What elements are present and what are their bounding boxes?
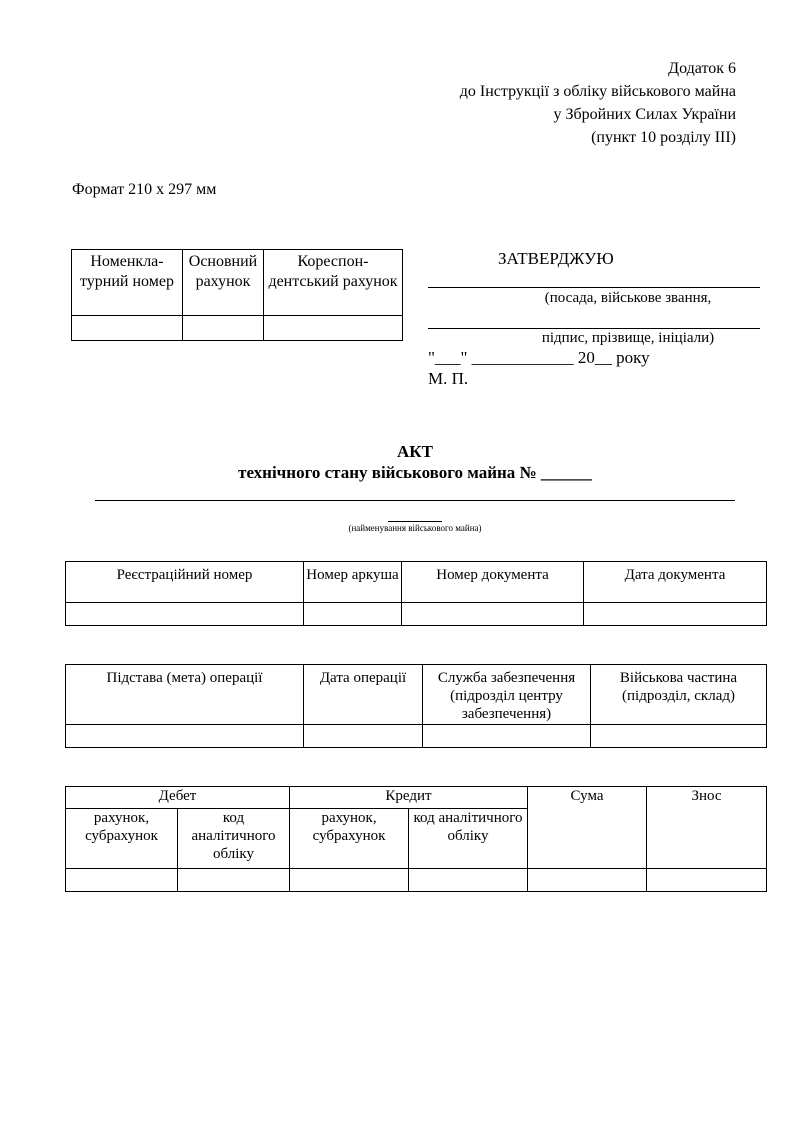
debit-header: Дебет <box>66 787 290 809</box>
property-name-short-line <box>388 521 442 522</box>
position-line[interactable] <box>428 287 760 288</box>
appendix-line: Додаток 6 <box>668 60 736 77</box>
debit-account-cell[interactable] <box>66 869 178 892</box>
operation-basis-cell[interactable] <box>66 725 304 748</box>
main-account-header: Основний рахунок <box>183 250 264 316</box>
format-label: Формат 210 х 297 мм <box>72 181 217 198</box>
document-date-cell[interactable] <box>584 603 767 626</box>
appendix-line: у Збройних Силах України <box>553 106 736 123</box>
property-name-caption: (найменування військового майна) <box>348 523 482 533</box>
sheet-number-header: Номер аркуша <box>304 562 402 603</box>
appendix-header <box>460 57 736 149</box>
nomenclature-number-cell[interactable] <box>72 316 183 341</box>
nomenclature-number-header: Номенкла-турний номер <box>72 250 183 316</box>
correspondent-account-cell[interactable] <box>264 316 403 341</box>
main-account-cell[interactable] <box>183 316 264 341</box>
act-subtitle: технічного стану військового майна № ______ <box>238 463 592 482</box>
operation-date-header: Дата операції <box>304 665 423 725</box>
sum-cell[interactable] <box>528 869 647 892</box>
military-unit-header: Військова частина (підрозділ, склад) <box>591 665 767 725</box>
property-name-line[interactable] <box>95 500 735 501</box>
nomenclature-table <box>71 249 403 341</box>
document-number-cell[interactable] <box>402 603 584 626</box>
signature-line[interactable] <box>428 328 760 329</box>
registration-table <box>65 561 767 626</box>
document-date-header: Дата документа <box>584 562 767 603</box>
debit-account-header: рахунок, субрахунок <box>66 809 178 869</box>
sheet-number-cell[interactable] <box>304 603 402 626</box>
debit-analytic-code-cell[interactable] <box>178 869 290 892</box>
credit-analytic-code-header: код аналітичного обліку <box>409 809 528 869</box>
signature-caption: підпис, прізвище, ініціали) <box>541 330 715 346</box>
operation-basis-header: Підстава (мета) операції <box>66 665 304 725</box>
stamp-label: М. П. <box>428 369 469 388</box>
supply-service-header: Служба забезпечення (підрозділ центру забезпечення) <box>423 665 591 725</box>
document-number-header: Номер документа <box>402 562 584 603</box>
appendix-line: (пункт 10 розділу ІІІ) <box>591 129 736 146</box>
accounting-table <box>65 786 767 892</box>
supply-service-cell[interactable] <box>423 725 591 748</box>
act-title: АКТ <box>397 442 433 461</box>
position-caption: (посада, військове звання, <box>544 290 712 306</box>
credit-analytic-code-cell[interactable] <box>409 869 528 892</box>
registration-number-cell[interactable] <box>66 603 304 626</box>
debit-analytic-code-header: код аналітичного обліку <box>178 809 290 869</box>
credit-account-cell[interactable] <box>290 869 409 892</box>
credit-account-header: рахунок, субрахунок <box>290 809 409 869</box>
depreciation-cell[interactable] <box>647 869 767 892</box>
appendix-line: до Інструкції з обліку військового майна <box>459 83 736 100</box>
correspondent-account-header: Кореспон-дентський рахунок <box>264 250 403 316</box>
registration-number-header: Реєстраційний номер <box>66 562 304 603</box>
credit-header: Кредит <box>290 787 528 809</box>
depreciation-header: Знос <box>647 787 767 869</box>
operation-table <box>65 664 767 748</box>
approval-title: ЗАТВЕРДЖУЮ <box>498 249 614 268</box>
military-unit-cell[interactable] <box>591 725 767 748</box>
sum-header: Сума <box>528 787 647 869</box>
act-title-block <box>0 441 793 483</box>
approval-date-line[interactable]: "___" ____________ 20__ року <box>428 348 650 367</box>
operation-date-cell[interactable] <box>304 725 423 748</box>
